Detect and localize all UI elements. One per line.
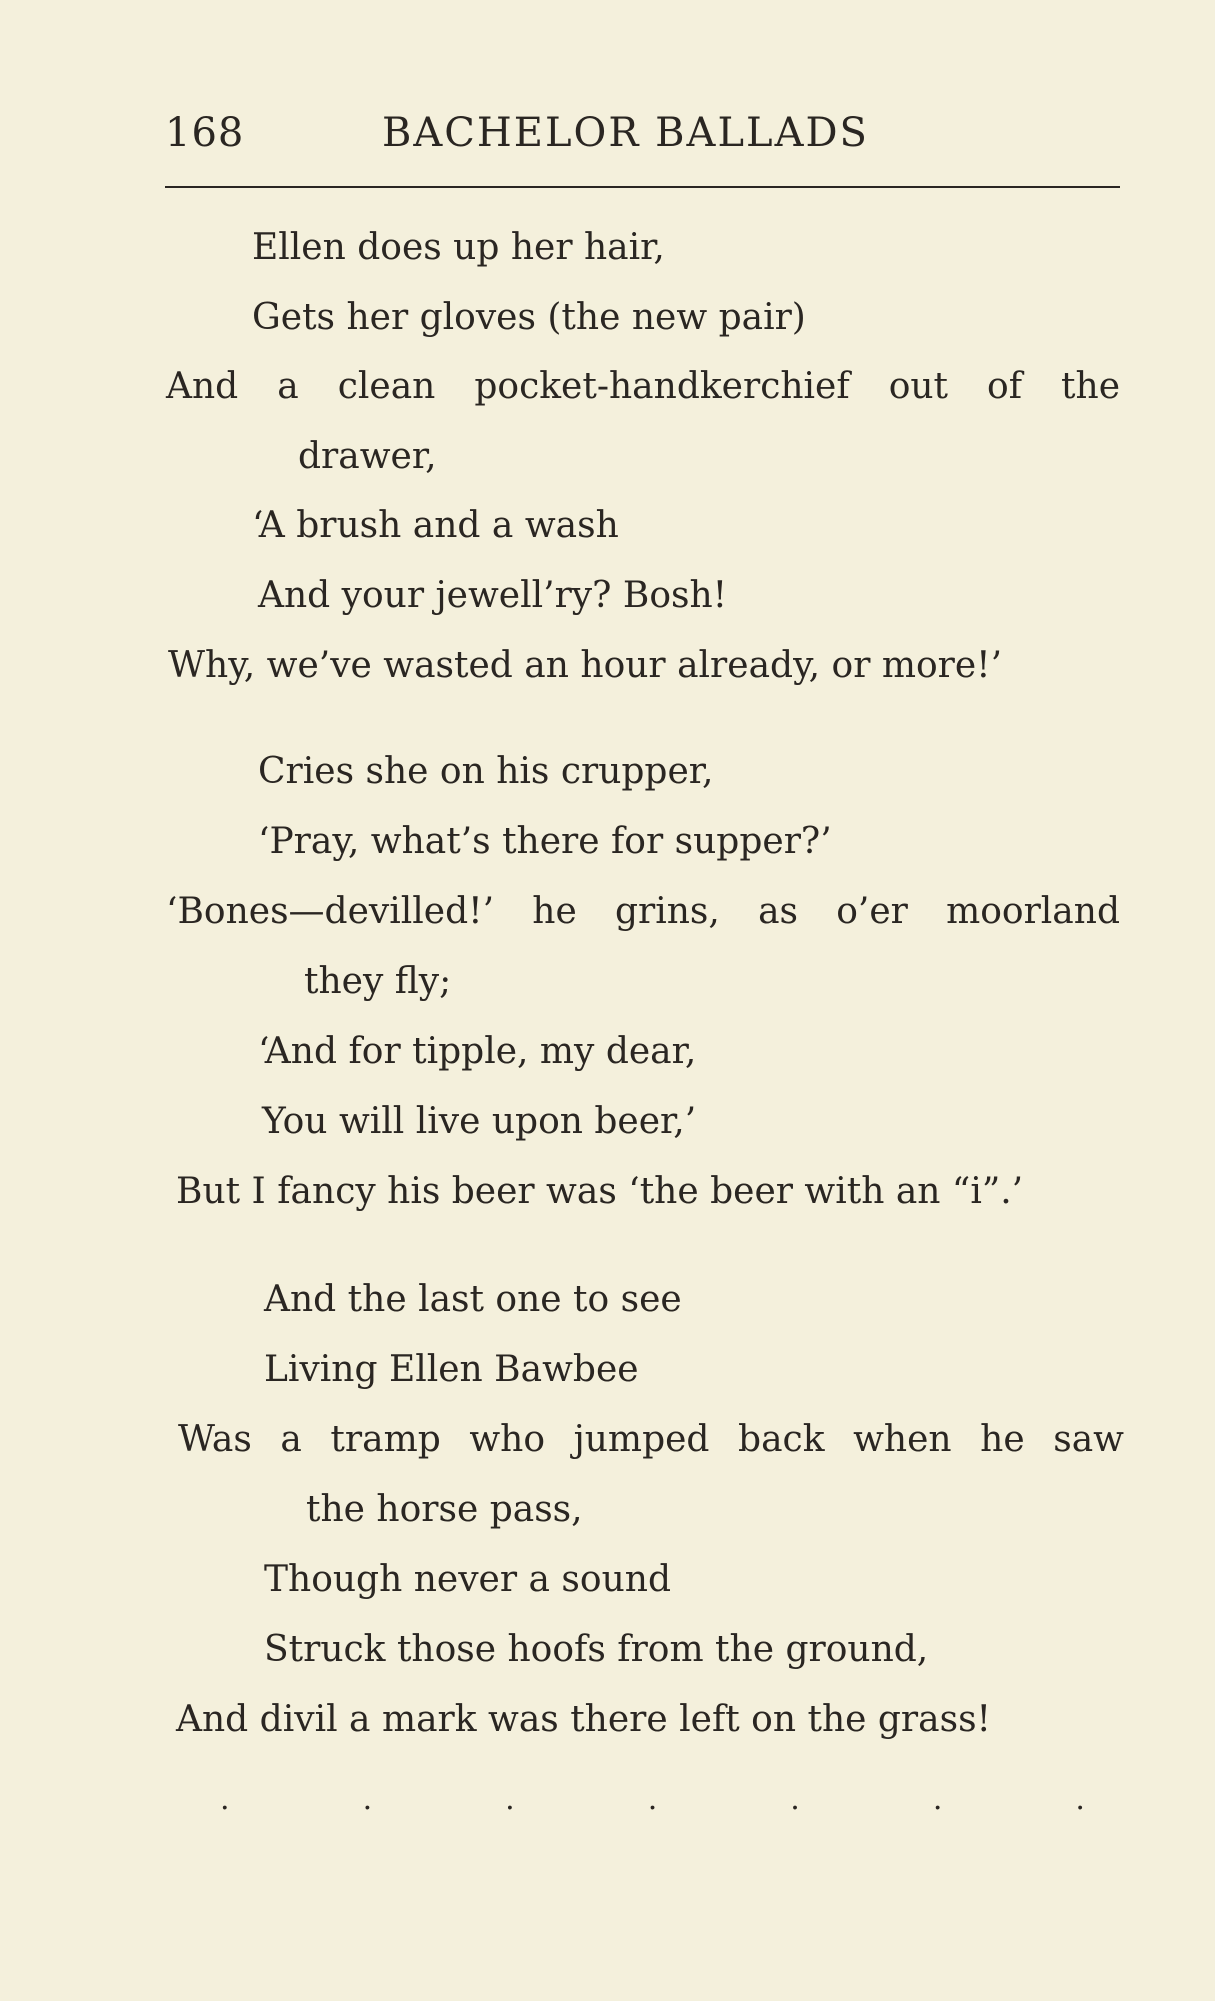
poem-line: ‘Bones—devilled!’ he grins, as o’er moorland [166,891,1120,932]
poem-line: You will live upon beer,’ [262,1101,697,1142]
ellipsis-dot: . [362,1782,373,1817]
ellipsis-dots [220,1782,1085,1817]
poem-line: ‘A brush and a wash [252,505,619,546]
ellipsis-dot: . [647,1782,658,1817]
ellipsis-dot: . [790,1782,800,1817]
page-header [165,110,1120,170]
poem-line: Was a tramp who jumped back when he saw [178,1419,1124,1460]
poem-line: drawer, [298,436,437,477]
poem-line: Ellen does up her hair, [252,227,665,268]
ellipsis-dot: . [220,1782,230,1817]
poem-line: And the last one to see [264,1279,682,1320]
poem-line: And divil a mark was there left on the grass! [176,1699,992,1740]
poem-line: Living Ellen Bawbee [264,1349,639,1390]
poem-line: Gets her gloves (the new pair) [252,297,806,338]
poem-line: And a clean pocket-handkerchief out of the [166,366,1120,407]
poem-line: ‘Pray, what’s there for supper?’ [258,821,832,862]
poem-line: ‘And for tipple, my dear, [258,1031,697,1072]
poem-line: they fly; [304,961,452,1002]
running-title: BACHELOR BALLADS [382,110,869,156]
poem-line: And your jewell’ry? Bosh! [258,575,728,616]
poem-line: Though never a sound [264,1559,671,1600]
poem-line: Why, we’ve wasted an hour already, or more!’ [168,645,1003,686]
ellipsis-dot: . [1075,1782,1085,1817]
ellipsis-dot: . [932,1782,943,1817]
header-rule [165,186,1120,188]
poem-line: Struck those hoofs from the ground, [264,1629,929,1670]
page-number: 168 [165,110,245,156]
ellipsis-dot: . [505,1782,515,1817]
poem-line: But I fancy his beer was ‘the beer with an “i”.’ [176,1171,1024,1212]
poem-line: Cries she on his crupper, [258,751,714,792]
poem-line: the horse pass, [306,1489,583,1530]
